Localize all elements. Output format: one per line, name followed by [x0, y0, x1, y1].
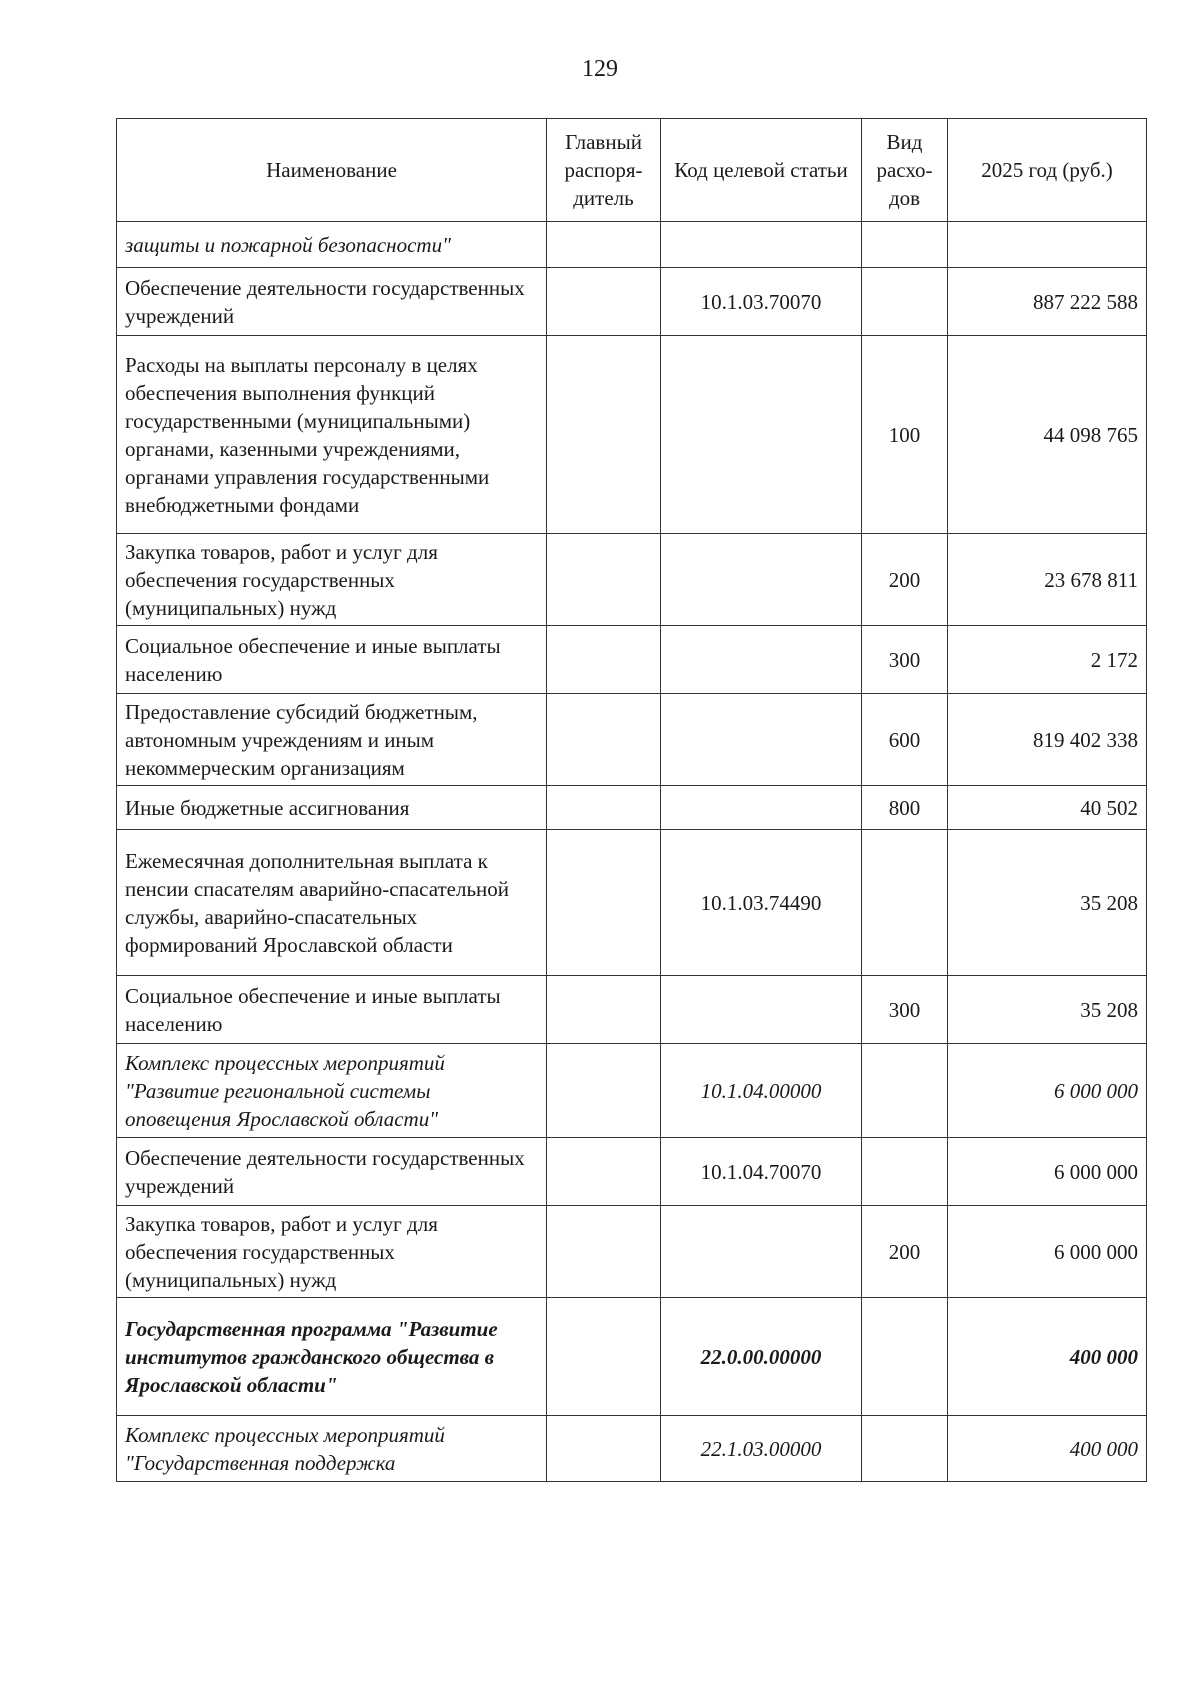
cell-type	[862, 1044, 948, 1138]
cell-amount: 6 000 000	[948, 1206, 1147, 1298]
table-row	[117, 1138, 1147, 1206]
cell-code: 10.1.03.74490	[661, 830, 862, 976]
cell-manager	[547, 830, 661, 976]
cell-amount: 6 000 000	[948, 1138, 1147, 1206]
cell-manager	[547, 1138, 661, 1206]
cell-amount: 40 502	[948, 786, 1147, 830]
cell-type	[862, 1138, 948, 1206]
cell-type: 300	[862, 626, 948, 694]
cell-type: 200	[862, 1206, 948, 1298]
table-row	[117, 1298, 1147, 1416]
table-body	[117, 222, 1147, 1482]
cell-amount: 35 208	[948, 976, 1147, 1044]
table-row	[117, 336, 1147, 534]
cell-manager	[547, 1298, 661, 1416]
header-code: Код целевой статьи	[661, 119, 862, 222]
cell-name: Комплекс процессных мероприятий "Государственная поддержка	[117, 1416, 547, 1482]
cell-type: 800	[862, 786, 948, 830]
table-row	[117, 534, 1147, 626]
cell-amount: 35 208	[948, 830, 1147, 976]
table-row	[117, 976, 1147, 1044]
cell-code	[661, 534, 862, 626]
cell-code	[661, 1206, 862, 1298]
cell-name: Закупка товаров, работ и услуг для обеспечения государственных (муниципальных) нужд	[117, 1206, 547, 1298]
cell-name: Закупка товаров, работ и услуг для обеспечения государственных (муниципальных) нужд	[117, 534, 547, 626]
cell-name: Обеспечение деятельности государственных учреждений	[117, 1138, 547, 1206]
header-manager: Главный распоря- дитель	[547, 119, 661, 222]
cell-code: 10.1.03.70070	[661, 268, 862, 336]
cell-manager	[547, 1044, 661, 1138]
page-number: 129	[582, 56, 618, 82]
cell-amount	[948, 222, 1147, 268]
cell-type	[862, 830, 948, 976]
table-row	[117, 1416, 1147, 1482]
cell-type: 300	[862, 976, 948, 1044]
cell-amount: 400 000	[948, 1298, 1147, 1416]
cell-manager	[547, 534, 661, 626]
cell-code	[661, 694, 862, 786]
cell-code: 22.0.00.00000	[661, 1298, 862, 1416]
cell-code	[661, 976, 862, 1044]
cell-manager	[547, 268, 661, 336]
cell-code	[661, 222, 862, 268]
cell-manager	[547, 1206, 661, 1298]
header-type: Вид расхо- дов	[862, 119, 948, 222]
cell-code: 10.1.04.00000	[661, 1044, 862, 1138]
table-row	[117, 268, 1147, 336]
cell-manager	[547, 976, 661, 1044]
table-row	[117, 786, 1147, 830]
cell-name: Предоставление субсидий бюджетным, автономным учреждениям и иным некоммерческим организациям	[117, 694, 547, 786]
cell-type: 200	[862, 534, 948, 626]
table-header-row	[117, 119, 1147, 222]
cell-code	[661, 336, 862, 534]
cell-amount: 819 402 338	[948, 694, 1147, 786]
cell-code: 10.1.04.70070	[661, 1138, 862, 1206]
cell-manager	[547, 336, 661, 534]
cell-amount: 44 098 765	[948, 336, 1147, 534]
cell-code	[661, 786, 862, 830]
cell-code	[661, 626, 862, 694]
table-row	[117, 694, 1147, 786]
cell-name: Социальное обеспечение и иные выплаты населению	[117, 626, 547, 694]
table-row	[117, 222, 1147, 268]
budget-table	[116, 118, 1147, 1482]
table-row	[117, 1044, 1147, 1138]
cell-name: Государственная программа "Развитие институтов гражданского общества в Ярославской области"	[117, 1298, 547, 1416]
table-row	[117, 830, 1147, 976]
header-name: Наименование	[117, 119, 547, 222]
cell-manager	[547, 786, 661, 830]
table-row	[117, 626, 1147, 694]
cell-amount: 887 222 588	[948, 268, 1147, 336]
cell-type: 600	[862, 694, 948, 786]
cell-name: Социальное обеспечение и иные выплаты населению	[117, 976, 547, 1044]
cell-name: Иные бюджетные ассигнования	[117, 786, 547, 830]
cell-name: Обеспечение деятельности государственных учреждений	[117, 268, 547, 336]
cell-amount: 2 172	[948, 626, 1147, 694]
cell-manager	[547, 694, 661, 786]
cell-type: 100	[862, 336, 948, 534]
cell-manager	[547, 222, 661, 268]
cell-type	[862, 268, 948, 336]
cell-code: 22.1.03.00000	[661, 1416, 862, 1482]
cell-amount: 23 678 811	[948, 534, 1147, 626]
cell-manager	[547, 626, 661, 694]
cell-manager	[547, 1416, 661, 1482]
table-row	[117, 1206, 1147, 1298]
cell-name: Комплекс процессных мероприятий "Развитие региональной системы оповещения Ярославской области"	[117, 1044, 547, 1138]
cell-type	[862, 1298, 948, 1416]
cell-amount: 400 000	[948, 1416, 1147, 1482]
cell-name: Ежемесячная дополнительная выплата к пенсии спасателям аварийно-спасательной службы, аварийно-спасательных формирований Ярославской области	[117, 830, 547, 976]
header-amount: 2025 год (руб.)	[948, 119, 1147, 222]
cell-name: Расходы на выплаты персоналу в целях обеспечения выполнения функций государственными (муниципальными) органами, казенными учреждениями, органами управления государственными внебюджетными фондами	[117, 336, 547, 534]
cell-type	[862, 222, 948, 268]
cell-type	[862, 1416, 948, 1482]
cell-name: защиты и пожарной безопасности"	[117, 222, 547, 268]
cell-amount: 6 000 000	[948, 1044, 1147, 1138]
